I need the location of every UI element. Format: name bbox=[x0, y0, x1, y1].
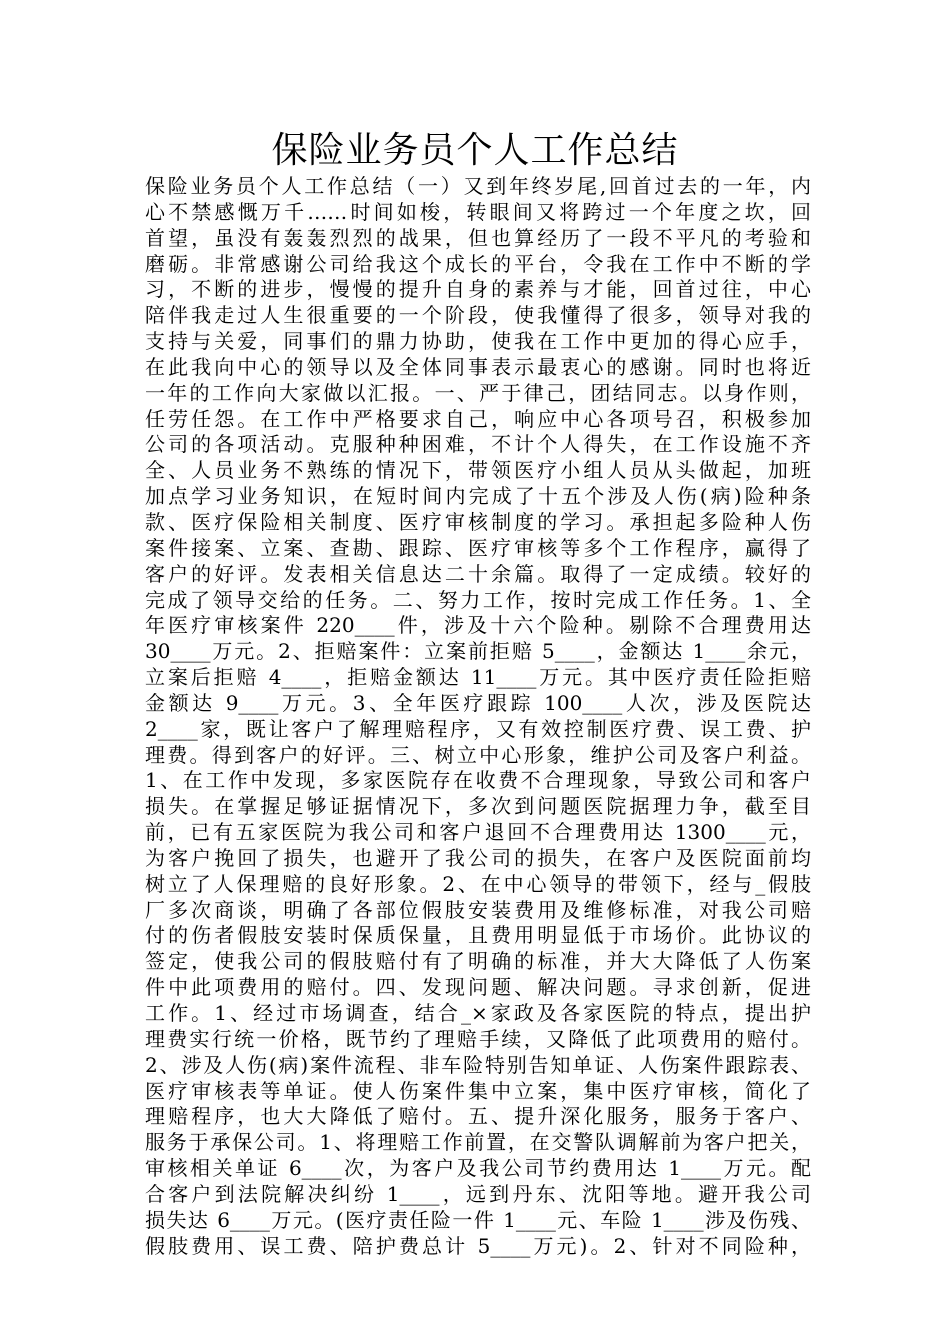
text-line: 全、人员业务不熟练的情况下，带领医疗小组人员从头做起，加班 bbox=[145, 458, 811, 483]
text-line: 合客户到法院解决纠纷 1____，远到丹东、沈阳等地。避开我公司 bbox=[145, 1181, 811, 1206]
text-line: 客户的好评。发表相关信息达二十余篇。取得了一定成绩。较好的 bbox=[145, 561, 811, 586]
text-line: 30____万元。2、拒赔案件：立案前拒赔 5____，金额达 1____余元， bbox=[145, 639, 811, 664]
text-line: 支持与关爱，同事们的鼎力协助，使我在工作中更加的得心应手， bbox=[145, 329, 811, 354]
text-line: 款、医疗保险相关制度、医疗审核制度的学习。承担起多险种人伤 bbox=[145, 509, 811, 534]
text-line: 首望，虽没有轰轰烈烈的战果，但也算经历了一段不平凡的考验和 bbox=[145, 225, 811, 250]
text-line: 厂多次商谈，明确了各部位假肢安装费用及维修标准，对我公司赔 bbox=[145, 897, 811, 922]
text-line: 前，已有五家医院为我公司和客户退回不合理费用达 1300____元， bbox=[145, 820, 811, 845]
text-line: 损失。在掌握足够证据情况下，多次到问题医院据理力争，截至目 bbox=[145, 794, 811, 819]
text-line: 在此我向中心的领导以及全体同事表示最衷心的感谢。同时也将近 bbox=[145, 354, 811, 379]
text-line: 损失达 6____万元。(医疗责任险一件 1____元、车险 1____涉及伤残、 bbox=[145, 1207, 811, 1232]
text-line: 服务于承保公司。1、将理赔工作前置，在交警队调解前为客户把关， bbox=[145, 1130, 811, 1155]
document-body bbox=[145, 174, 811, 1259]
text-line: 年医疗审核案件 220____件，涉及十六个险种。剔除不合理费用达 bbox=[145, 613, 811, 638]
text-line: 审核相关单证 6____次，为客户及我公司节约费用达 1____万元。配 bbox=[145, 1156, 811, 1181]
text-line: 件中此项费用的赔付。四、发现问题、解决问题。寻求创新，促进 bbox=[145, 975, 811, 1000]
document-title: 保险业务员个人工作总结 bbox=[271, 130, 679, 171]
text-line: 付的伤者假肢安装时保质保量，且费用明显低于市场价。此协议的 bbox=[145, 923, 811, 948]
text-line: 任劳任怨。在工作中严格要求自己，响应中心各项号召，积极参加 bbox=[145, 406, 811, 431]
text-line: 2、涉及人伤(病)案件流程、非车险特别告知单证、人伤案件跟踪表、 bbox=[145, 1052, 811, 1077]
text-line: 理赔程序，也大大降低了赔付。五、提升深化服务，服务于客户、 bbox=[145, 1104, 811, 1129]
text-line: 公司的各项活动。克服种种困难，不计个人得失，在工作设施不齐 bbox=[145, 432, 811, 457]
text-line: 树立了人保理赔的良好形象。2、在中心领导的带领下，经与_假肢 bbox=[145, 871, 811, 896]
text-line: 理费。得到客户的好评。三、树立中心形象，维护公司及客户利益。 bbox=[145, 742, 811, 767]
text-line: 1、在工作中发现，多家医院存在收费不合理现象，导致公司和客户 bbox=[145, 768, 811, 793]
text-line: 陪伴我走过人生很重要的一个阶段，使我懂得了很多，领导对我的 bbox=[145, 303, 811, 328]
text-line: 假肢费用、误工费、陪护费总计 5____万元)。2、针对不同险种， bbox=[145, 1233, 811, 1258]
text-line: 立案后拒赔 4____，拒赔金额达 11____万元。其中医疗责任险拒赔 bbox=[145, 665, 811, 690]
text-line: 2____家，既让客户了解理赔程序，又有效控制医疗费、误工费、护 bbox=[145, 716, 811, 741]
text-line: 心不禁感慨万千……时间如梭，转眼间又将跨过一个年度之坎，回 bbox=[145, 199, 811, 224]
text-line: 磨砺。非常感谢公司给我这个成长的平台，令我在工作中不断的学 bbox=[145, 251, 811, 276]
text-line: 一年的工作向大家做以汇报。一、严于律己，团结同志。以身作则， bbox=[145, 380, 811, 405]
text-line: 金额达 9____万元。3、全年医疗跟踪 100____人次，涉及医院达 bbox=[145, 690, 811, 715]
text-line: 工作。1、经过市场调查，结合_×家政及各家医院的特点，提出护 bbox=[145, 1001, 811, 1025]
text-line: 案件接案、立案、查勘、跟踪、医疗审核等多个工作程序，赢得了 bbox=[145, 535, 811, 560]
text-line: 医疗审核表等单证。使人伤案件集中立案，集中医疗审核，简化了 bbox=[145, 1078, 811, 1103]
text-line: 签定，使我公司的假肢赔付有了明确的标准，并大大降低了人伤案 bbox=[145, 949, 811, 974]
text-line: 习，不断的进步，慢慢的提升自身的素养与才能，回首过往，中心 bbox=[145, 277, 811, 302]
text-line: 为客户挽回了损失，也避开了我公司的损失，在客户及医院面前均 bbox=[145, 845, 811, 870]
text-line: 保险业务员个人工作总结（一）又到年终岁尾,回首过去的一年，内 bbox=[145, 174, 811, 198]
text-line: 完成了领导交给的任务。二、努力工作，按时完成工作任务。1、全 bbox=[145, 587, 811, 612]
text-line: 理费实行统一价格，既节约了理赔手续，又降低了此项费用的赔付。 bbox=[145, 1026, 811, 1051]
text-line: 加点学习业务知识，在短时间内完成了十五个涉及人伤(病)险种条 bbox=[145, 484, 811, 509]
